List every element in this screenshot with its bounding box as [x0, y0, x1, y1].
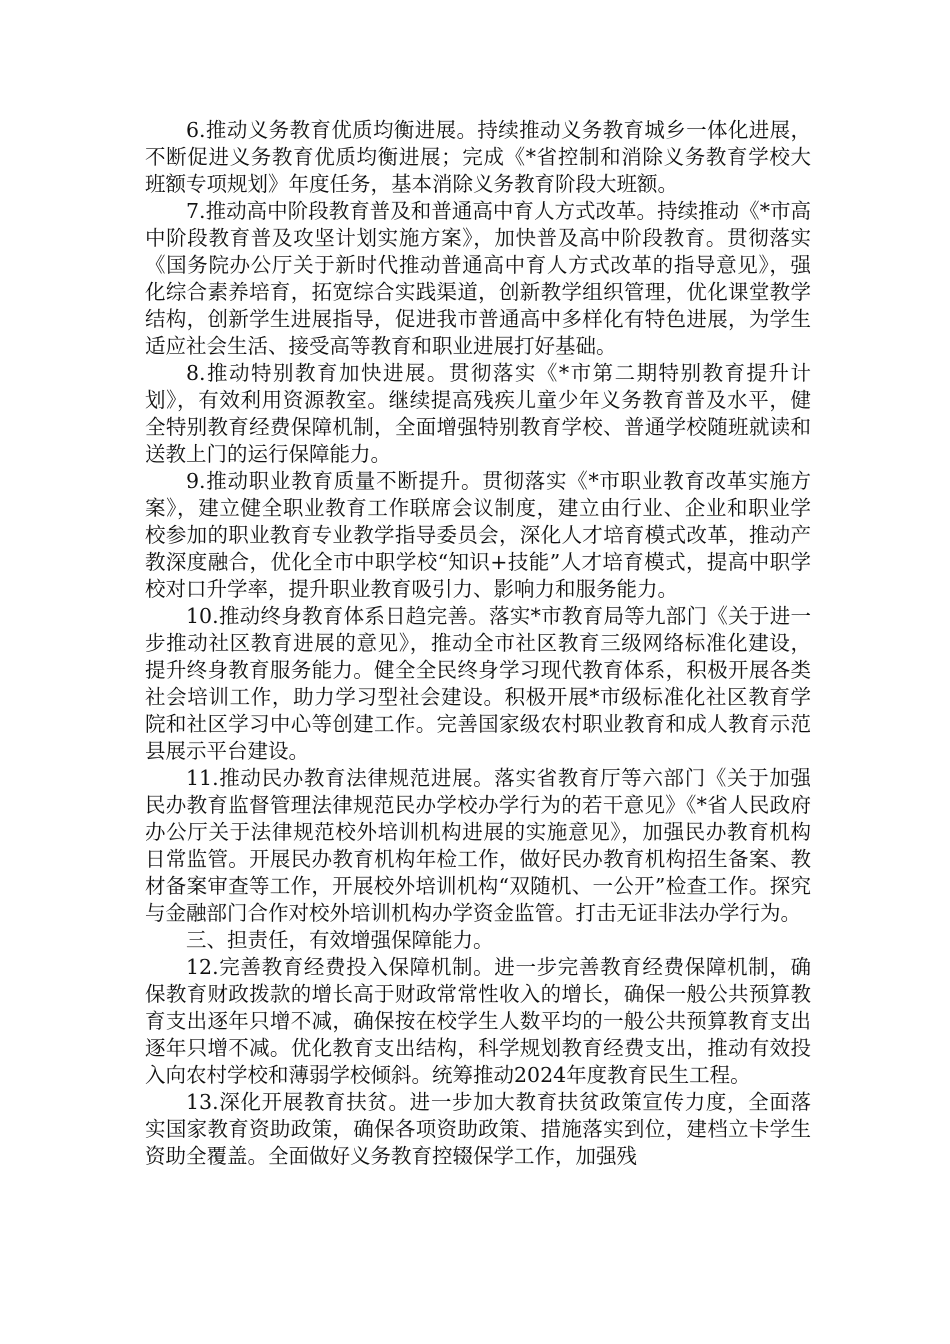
paragraph-item-10: 10.推动终身教育体系日趋完善。落实*市教育局等九部门《关于进一步推动社区教育进展的意见》，推动全市社区教育三级网络标准化建设，提升终身教育服务能力。健全全民终身学习现代教育体系，积极开展各类社会培训工作，助力学习型社会建设。积极开展*市级标准化社区教育学院和社区学习中心等创建工作。完善国家级农村职业教育和成人教育示范县展示平台建设。: [145, 604, 811, 763]
paragraph-item-9: 9.推动职业教育质量不断提升。贯彻落实《*市职业教育改革实施方案》，建立健全职业教育工作联席会议制度，建立由行业、企业和职业学校参加的职业教育专业教学指导委员会，深化人才培育模式改革，推动产教深度融合，优化全市中职学校“知识+技能”人才培育模式，提高中职学校对口升学率，提升职业教育吸引力、影响力和服务能力。: [145, 469, 811, 601]
section-heading-3: 三、担责任，有效增强保障能力。: [186, 928, 494, 952]
paragraph-item-8: 8.推动特别教育加快进展。贯彻落实《*市第二期特别教育提升计划》，有效利用资源教室。继续提高残疾儿童少年义务教育普及水平，健全特别教育经费保障机制，全面增强特别教育学校、普通学校随班就读和送教上门的运行保障能力。: [145, 361, 811, 466]
document-body: [145, 117, 811, 1170]
paragraph-item-6: 6.推动义务教育优质均衡进展。持续推动义务教育城乡一体化进展，不断促进义务教育优质均衡进展；完成《*省控制和消除义务教育学校大班额专项规划》年度任务，基本消除义务教育阶段大班额。: [145, 118, 811, 196]
paragraph-item-11: 11.推动民办教育法律规范进展。落实省教育厅等六部门《关于加强民办教育监督管理法律规范民办学校办学行为的若干意见》《*省人民政府办公厅关于法律规范校外培训机构进展的实施意见》，加强民办教育机构日常监管。开展民办教育机构年检工作，做好民办教育机构招生备案、教材备案审查等工作，开展校外培训机构“双随机、一公开”检查工作。探究与金融部门合作对校外培训机构办学资金监管。打击无证非法办学行为。: [145, 766, 811, 925]
paragraph-item-13: 13.深化开展教育扶贫。进一步加大教育扶贫政策宣传力度，全面落实国家教育资助政策，确保各项资助政策、措施落实到位，建档立卡学生资助全覆盖。全面做好义务教育控辍保学工作，加强残: [145, 1090, 811, 1168]
paragraph-item-7: 7.推动高中阶段教育普及和普通高中育人方式改革。持续推动《*市高中阶段教育普及攻坚计划实施方案》，加快普及高中阶段教育。贯彻落实《国务院办公厅关于新时代推动普通高中育人方式改革的指导意见》，强化综合素养培育，拓宽综合实践渠道，创新教学组织管理，优化课堂教学结构，创新学生进展指导，促进我市普通高中多样化有特色进展，为学生适应社会生活、接受高等教育和职业进展打好基础。: [145, 199, 811, 358]
paragraph-item-12: 12.完善教育经费投入保障机制。进一步完善教育经费保障机制，确保教育财政拨款的增长高于财政常常性收入的增长，确保一般公共预算教育支出逐年只增不减，确保按在校学生人数平均的一般公共预算教育支出逐年只增不减。优化教育支出结构，科学规划教育经费支出，推动有效投入向农村学校和薄弱学校倾斜。统筹推动2024年度教育民生工程。: [145, 955, 811, 1087]
